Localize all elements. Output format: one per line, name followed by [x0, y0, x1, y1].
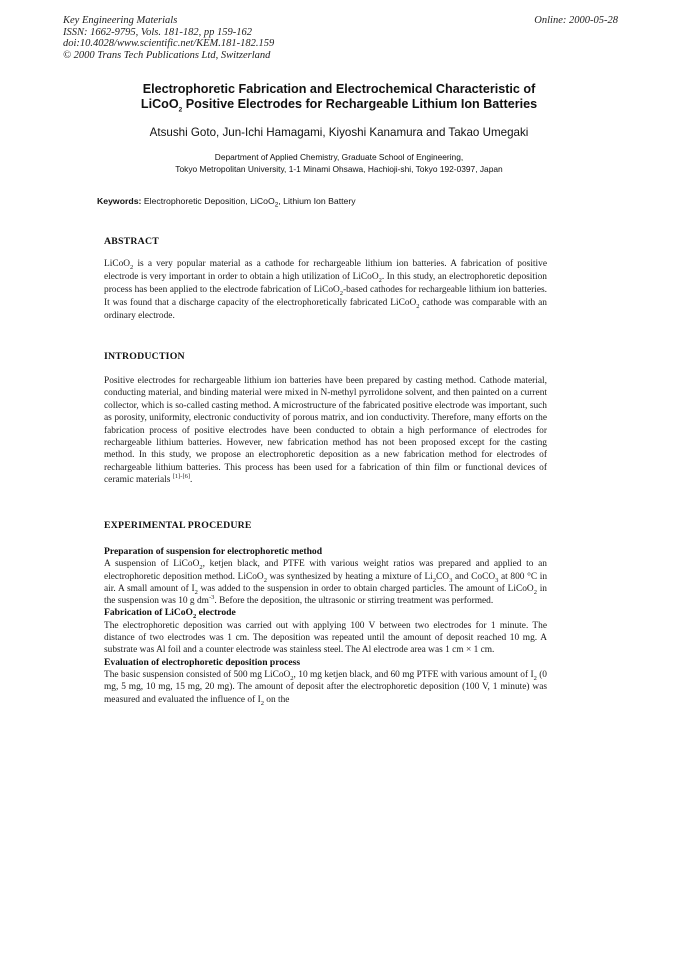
keywords: Keywords: Electrophoretic Deposition, LiCoO$_2$, Lithium Ion Battery [97, 196, 356, 209]
author-list: Atsushi Goto, Jun-Ichi Hamagami, Kiyoshi Kanamura and Takao Umegaki [149, 126, 529, 139]
paragraph-fabrication: The electrophoretic deposition was carried out with applying 100 V between two electrodes for 1 minute. The distance of two electrodes was 1 cm. The deposition was repeated until the amount of deposit reached 10 mg. A substrate was Al foil and a counter electrode was stainless steel. The Al electrode area was 1 cm × 1 cm. [104, 620, 547, 656]
introduction-text: Positive electrodes for rechargeable lithium ion batteries have been prepared by casting method. Cathode material, conducting material, and binding material were mixed in N-methyl pyrrolidone solvent, and then painted on a current collector, which is so-called casting method. A microstructure of the fabricated positive electrode was important, such as porosity, uniformity, electronic conductivity of porous matrix, and ion conductivity. Therefore, many efforts on the fabrication process of positive electrodes have been conducted to obtain a high performance of electrodes for rechargeable lithium batteries. However, new fabrication method has not been proposed except for the casting method. In this study, we propose an electrophoretic deposition as a new fabrication method for electrodes of rechargeable lithium batteries. This process has been used for a fabrication of thin film or functional devices of ceramic materials [1]-[6]. [104, 376, 547, 486]
journal-doi[interactable]: doi:10.4028/www.scientific.net/KEM.181-182.159 [63, 38, 275, 49]
abstract-heading: ABSTRACT [104, 236, 159, 247]
paragraph-evaluation: The basic suspension consisted of 500 mg LiCoO$_2$, 10 mg ketjen black, and 60 mg PTFE with various amount of $I_2$ (0 mg, 5 mg, 10 mg, 15 mg, 20 mg). The amount of deposit after the electrophoretic deposition (100 V, 1 minute) was measured and evaluated the influence of $I_2$ on the [104, 669, 547, 707]
abstract-text: LiCoO$_2$ is a very popular material as a cathode for rechargeable lithium ion batteries. A fabrication of positive electrode is very important in order to obtain a high utilization of LiCoO$_2$. In this study, an electrophoretic deposition process has been applied to the electrode fabrication of LiCoO$_2$-based cathodes for rechargeable lithium ion batteries. It was found that a discharge capacity of the electrophoretically fabricated LiCoO$_2$ cathode was comparable with an ordinary electrode. [104, 259, 547, 321]
subheading-evaluation: Evaluation of electrophoretic deposition process [104, 656, 301, 668]
title-line-2: LiCoO$_2$ Positive Electrodes for Rechargeable Lithium Ion Batteries [140, 97, 538, 114]
online-date: Online: 2000-05-28 [534, 15, 618, 26]
experimental-text [104, 546, 547, 706]
journal-issn: ISSN: 1662-9795, Vols. 181-182, pp 159-162 [63, 26, 252, 38]
title-line-1: Electrophoretic Fabrication and Electrochemical Characteristic of [142, 82, 536, 96]
affiliation: Department of Applied Chemistry, Graduate School of Engineering, Tokyo Metropolitan University, 1-1 Minami Ohsawa, Hachioji-shi, Tokyo 192-0397, Japan [175, 152, 503, 174]
paper-title [80, 82, 598, 112]
paragraph-suspension: A suspension of LiCoO$_2$, ketjen black, and PTFE with various weight ratios was prepared and applied to an electrophoretic deposition method. LiCoO$_2$ was synthesized by heating a mixture of $Li_2CO_3$ and CoCO$_3$ at 800 °C in air. A small amount of $I_2$ was added to the suspension in order to obtain charged particles. The amount of LiCoO$_2$ in the suspension was 10 g $dm^{-3}$. Before the deposition, the ultrasonic or stirring treatment was performed. [104, 559, 548, 607]
experimental-heading: EXPERIMENTAL PROCEDURE [104, 520, 252, 531]
subheading-fabrication: Fabrication of LiCoO$_2$ electrode [104, 607, 236, 621]
subheading-suspension: Preparation of suspension for electrophoretic method [104, 546, 323, 557]
introduction-heading: INTRODUCTION [104, 351, 185, 362]
journal-copyright: © 2000 Trans Tech Publications Ltd, Switzerland [63, 49, 271, 61]
journal-name: Key Engineering Materials [63, 15, 178, 26]
